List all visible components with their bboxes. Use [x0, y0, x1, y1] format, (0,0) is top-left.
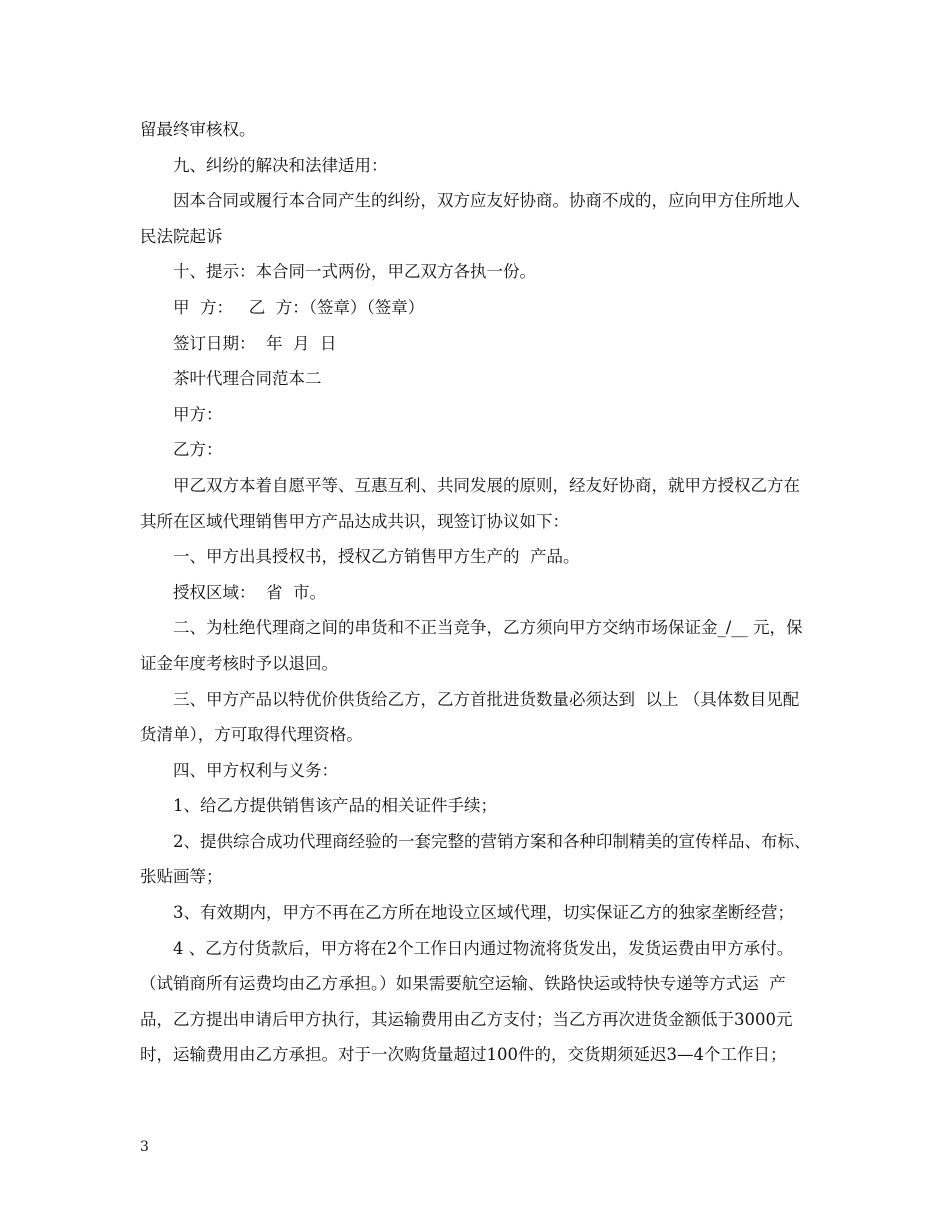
- paragraph: 留最终审核权。: [140, 120, 256, 139]
- paragraph: 甲乙双方本着自愿平等、互惠互利、共同发展的原则，经友好协商，就甲方授权乙方在其所在区域代理销售甲方产品达成共识，现签订协议如下：: [140, 475, 800, 531]
- paragraph: 乙方：: [173, 440, 223, 460]
- paragraph: 4 、乙方付货款后，甲方将在2个工作日内通过物流将货发出，发货运费由甲方承付。（试销商所有运费均由乙方承担。）如果需要航空运输、铁路快运或特快专递等方式运 产品，乙方提出申请后甲方执行，其运输费用由乙方支付；当乙方再次进货金额低于3000元时，运输费用由乙方承担。对于一次购货量超过100件的，交货期须延迟3—4个工作日；: [140, 938, 794, 1065]
- paragraph: 一、甲方出具授权书，授权乙方销售甲方生产的 产品。: [173, 547, 580, 567]
- paragraph: 二、为杜绝代理商之间的串货和不正当竞争，乙方须向甲方交纳市场保证金_/__ 元，保证金年度考核时予以退回。: [140, 618, 803, 673]
- paragraph: 十、提示：本合同一式两份，甲乙双方各执一份。: [173, 262, 536, 282]
- paragraph: 甲 方： 乙 方：（签章）（签章）: [173, 297, 425, 317]
- paragraph: 授权区域： 省 市。: [173, 582, 326, 602]
- paragraph: 2、提供综合成功代理商经验的一套完整的营销方案和各种印制精美的宣传样品、布标、张贴画等；: [140, 831, 811, 887]
- paragraph: 九、纠纷的解决和法律适用：: [173, 155, 388, 175]
- paragraph: 三、甲方产品以特优价供货给乙方，乙方首批进货数量必须达到 以上 （具体数目见配货清单），方可取得代理资格。: [140, 689, 800, 745]
- paragraph: 签订日期： 年 月 日: [173, 333, 337, 353]
- section-title: 茶叶代理合同范本二: [173, 369, 322, 389]
- paragraph: 因本合同或履行本合同产生的纠纷，双方应友好协商。协商不成的，应向甲方住所地人民法院起诉: [140, 191, 800, 246]
- paragraph: 1、给乙方提供销售该产品的相关证件手续；: [173, 796, 497, 816]
- paragraph: 四、甲方权利与义务：: [173, 760, 338, 780]
- paragraph: 3、有效期内，甲方不再在乙方所在地设立区域代理，切实保证乙方的独家垄断经营；: [173, 903, 794, 923]
- page-number: 3: [140, 1139, 149, 1155]
- document-body: [140, 112, 812, 1073]
- paragraph: 甲方：: [173, 404, 223, 424]
